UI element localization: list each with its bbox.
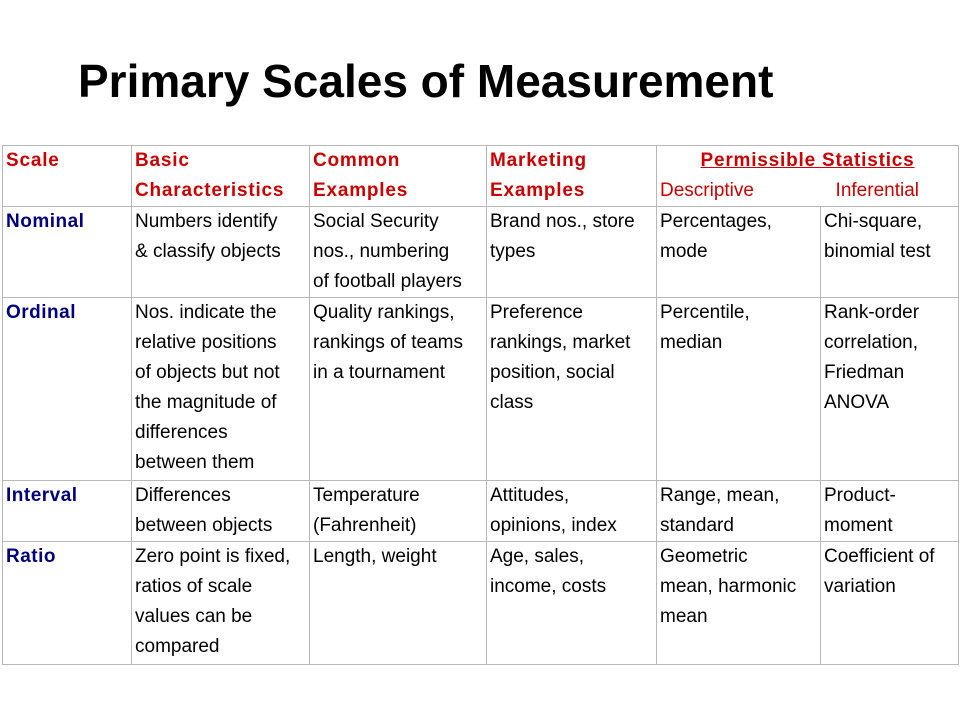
scale-name: Interval [3, 481, 132, 542]
header-common-examples: Common Examples [310, 146, 487, 207]
common-examples-cell: Quality rankings, rankings of teams in a tournament [310, 298, 487, 481]
header-row [3, 146, 959, 207]
header-scale: Scale [3, 146, 132, 207]
basic-characteristics-cell: Differences between objects [132, 481, 310, 542]
header-basic-characteristics: Basic Characteristics [132, 146, 310, 207]
descriptive-subheader: Descriptive [660, 180, 754, 201]
inferential-cell: Chi-square, binomial test [821, 207, 959, 298]
marketing-examples-cell: Attitudes, opinions, index [487, 481, 657, 542]
scales-table [2, 145, 959, 665]
inferential-cell: Rank-order correlation, Friedman ANOVA [821, 298, 959, 481]
table-row-nominal [3, 207, 959, 298]
inferential-cell: Product- moment [821, 481, 959, 542]
scale-name: Nominal [3, 207, 132, 298]
inferential-cell: Coefficient of variation [821, 542, 959, 665]
marketing-examples-cell: Preference rankings, market position, social class [487, 298, 657, 481]
scale-name: Ordinal [3, 298, 132, 481]
descriptive-cell: Percentages, mode [657, 207, 821, 298]
scale-name: Ratio [3, 542, 132, 665]
common-examples-cell: Social Security nos., numbering of football players [310, 207, 487, 298]
common-examples-cell: Temperature (Fahrenheit) [310, 481, 487, 542]
common-examples-cell: Length, weight [310, 542, 487, 665]
basic-characteristics-cell: Nos. indicate the relative positions of objects but not the magnitude of differences between them [132, 298, 310, 481]
slide-title: Primary Scales of Measurement [78, 55, 774, 107]
header-permissible-statistics [657, 146, 959, 207]
marketing-examples-cell: Age, sales, income, costs [487, 542, 657, 665]
descriptive-cell: Percentile, median [657, 298, 821, 481]
descriptive-cell: Geometric mean, harmonic mean [657, 542, 821, 665]
permissible-statistics-title: Permissible Statistics [700, 150, 915, 171]
basic-characteristics-cell: Zero point is fixed, ratios of scale values can be compared [132, 542, 310, 665]
table-row-ratio [3, 542, 959, 665]
header-marketing-examples: Marketing Examples [487, 146, 657, 207]
table-row-ordinal [3, 298, 959, 481]
descriptive-cell: Range, mean, standard [657, 481, 821, 542]
inferential-subheader: Inferential [835, 180, 919, 201]
marketing-examples-cell: Brand nos., store types [487, 207, 657, 298]
table-row-interval [3, 481, 959, 542]
basic-characteristics-cell: Numbers identify & classify objects [132, 207, 310, 298]
